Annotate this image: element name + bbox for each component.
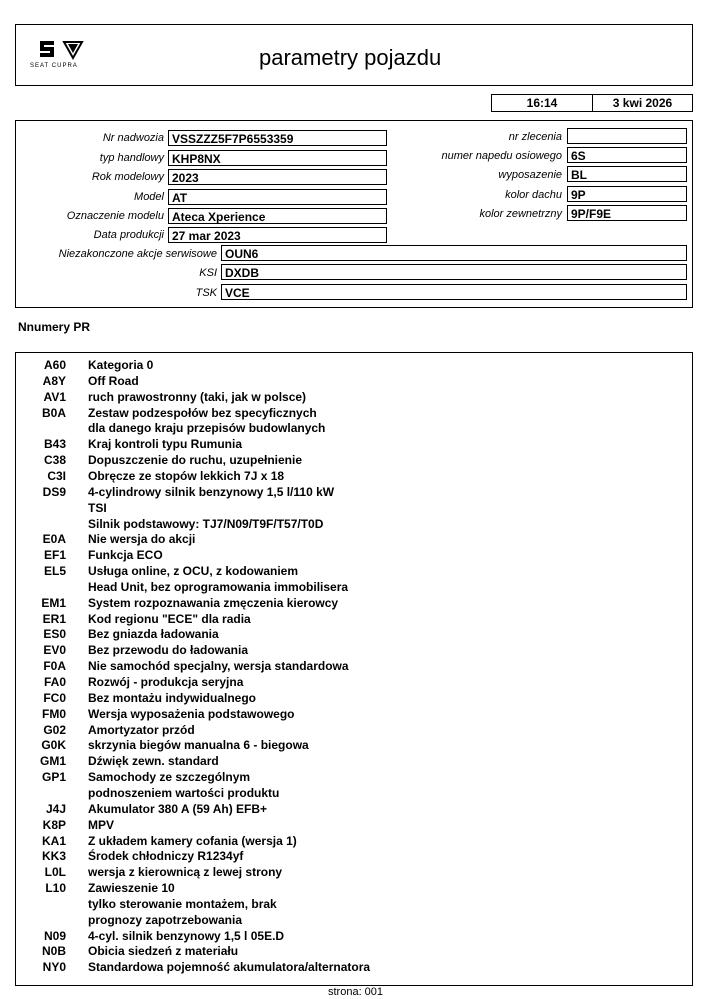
pr-code: L10 <box>45 881 66 896</box>
pr-row <box>16 848 692 864</box>
pr-row <box>16 405 692 421</box>
label-nr-nadwozia: Nr nadwozia <box>102 132 164 144</box>
pr-row <box>16 516 692 532</box>
pr-description: 4-cyl. silnik benzynowy 1,5 l 05E.D <box>88 928 285 943</box>
pr-description: Kod regionu "ECE" dla radia <box>88 611 251 626</box>
seat-cupra-logo <box>30 39 100 71</box>
pr-row <box>16 373 692 389</box>
pr-code: NY0 <box>42 960 66 975</box>
pr-code: DS9 <box>42 484 66 499</box>
pr-code: N0B <box>41 944 66 959</box>
pr-code: ER1 <box>42 611 66 626</box>
page-number: strona: 001 <box>328 986 384 998</box>
pr-code: B0A <box>41 405 66 420</box>
pr-description: TSI <box>88 500 107 515</box>
pr-description: Funkcja ECO <box>88 548 163 563</box>
value-ksi: DXDB <box>221 264 687 280</box>
pr-row <box>16 959 692 975</box>
pr-description: prognozy zapotrzebowania <box>88 912 243 927</box>
pr-description: Zawieszenie 10 <box>88 881 175 896</box>
pr-row <box>16 579 692 595</box>
pr-row <box>16 833 692 849</box>
pr-description: Bez gniazda ładowania <box>88 627 219 642</box>
pr-code: G02 <box>43 722 66 737</box>
pr-description: MPV <box>88 817 115 832</box>
pr-row <box>16 658 692 674</box>
pr-row <box>16 912 692 928</box>
pr-row <box>16 626 692 642</box>
pr-row <box>16 484 692 500</box>
pr-description: dla danego kraju przepisów budowlanych <box>88 421 326 436</box>
label-model: Model <box>134 191 164 203</box>
pr-description: Nie samochód specjalny, wersja standardowa <box>88 659 349 674</box>
brand-text: SEAT CUPRA <box>30 63 78 69</box>
pr-code: ES0 <box>43 627 66 642</box>
pr-row <box>16 801 692 817</box>
pr-row <box>16 420 692 436</box>
pr-row <box>16 943 692 959</box>
value-typ-handlowy: KHP8NX <box>168 150 387 166</box>
label-oznaczenie-modelu: Oznaczenie modelu <box>66 210 164 222</box>
pr-code: GP1 <box>41 770 66 785</box>
pr-description: Dźwięk zewn. standard <box>88 754 219 769</box>
pr-row <box>16 611 692 627</box>
pr-description: podnoszeniem wartości produktu <box>88 785 280 800</box>
pr-code: FC0 <box>43 690 66 705</box>
pr-description: Akumulator 380 A (59 Ah) EFB+ <box>88 801 268 816</box>
pr-description: Standardowa pojemność akumulatora/alternatora <box>88 960 371 975</box>
pr-row <box>16 785 692 801</box>
value-model: AT <box>168 189 387 205</box>
pr-code: L0L <box>44 865 66 880</box>
print-date: 3 kwi 2026 <box>612 96 673 110</box>
pr-description: Dopuszczenie do ruchu, uzupełnienie <box>88 453 303 468</box>
pr-description: wersja z kierownicą z lewej strony <box>88 865 283 880</box>
value-nr-zlecenia <box>567 128 687 144</box>
pr-code: GM1 <box>39 754 66 769</box>
pr-description: Off Road <box>88 373 139 388</box>
pr-row <box>16 674 692 690</box>
vehicle-params-box <box>15 120 693 308</box>
pr-row <box>16 896 692 912</box>
pr-row <box>16 500 692 516</box>
pr-row <box>16 864 692 880</box>
pr-description: ruch prawostronny (taki, jak w polsce) <box>88 389 307 404</box>
pr-code: EF1 <box>43 548 66 563</box>
pr-description: Z układem kamery cofania (wersja 1) <box>88 833 297 848</box>
pr-description: skrzynia biegów manualna 6 - biegowa <box>88 738 309 753</box>
pr-row <box>16 452 692 468</box>
pr-description: Środek chłodniczy R1234yf <box>88 849 244 864</box>
pr-row <box>16 928 692 944</box>
label-numer-napedu: numer napedu osiowego <box>441 150 562 162</box>
pr-row <box>16 436 692 452</box>
pr-code: J4J <box>45 801 66 816</box>
pr-row <box>16 595 692 611</box>
pr-code: B43 <box>43 437 66 452</box>
pr-description: Kraj kontroli typu Rumunia <box>88 437 243 452</box>
value-rok-modelowy: 2023 <box>168 169 387 185</box>
pr-code: EV0 <box>43 643 66 658</box>
pr-row <box>16 468 692 484</box>
label-ksi: KSI <box>199 267 217 279</box>
pr-row <box>16 722 692 738</box>
pr-code: EM1 <box>41 595 66 610</box>
pr-list-box <box>15 352 693 986</box>
label-kolor-dachu: kolor dachu <box>505 189 562 201</box>
pr-row <box>16 737 692 753</box>
page-title: parametry pojazdu <box>259 45 442 70</box>
pr-code: G0K <box>41 738 66 753</box>
pr-code: K8P <box>42 817 66 832</box>
header-box <box>15 24 693 86</box>
value-wyposazenie: BL <box>567 166 687 182</box>
pr-row <box>16 547 692 563</box>
pr-row <box>16 531 692 547</box>
pr-description: Rozwój - produkcja seryjna <box>88 675 244 689</box>
label-akcje-serwisowe: Niezakonczone akcje serwisowe <box>58 248 217 260</box>
value-kolor-dachu: 9P <box>567 186 687 202</box>
pr-code: AV1 <box>43 389 66 404</box>
pr-row <box>16 563 692 579</box>
value-numer-napedu: 6S <box>567 147 687 163</box>
pr-code: F0A <box>43 659 66 674</box>
pr-description: Kategoria 0 <box>88 358 154 372</box>
value-data-produkcji: 27 mar 2023 <box>168 227 387 243</box>
pr-description: Silnik podstawowy: TJ7/N09/T9F/T57/T0D <box>88 516 324 531</box>
pr-code: A8Y <box>42 373 66 388</box>
label-typ-handlowy: typ handlowy <box>99 152 164 164</box>
pr-code: KA1 <box>41 833 66 848</box>
pr-description: Obręcze ze stopów lekkich 7J x 18 <box>88 468 285 483</box>
pr-row <box>16 706 692 722</box>
label-tsk: TSK <box>195 287 217 299</box>
pr-code: EL5 <box>43 564 66 579</box>
print-time: 16:14 <box>492 95 593 111</box>
value-kolor-zewnetrzny: 9P/F9E <box>567 205 687 221</box>
pr-code: KK3 <box>41 849 66 864</box>
pr-code: A60 <box>43 358 66 372</box>
pr-code: C3I <box>47 468 66 483</box>
pr-code: C38 <box>43 453 66 468</box>
label-rok-modelowy: Rok modelowy <box>91 171 164 183</box>
pr-row <box>16 753 692 769</box>
pr-description: Bez przewodu do ładowania <box>88 643 249 658</box>
pr-code: FA0 <box>43 675 66 689</box>
pr-row <box>16 769 692 785</box>
date-bar <box>491 94 693 112</box>
value-oznaczenie-modelu: Ateca Xperience <box>168 208 387 224</box>
pr-row <box>16 880 692 896</box>
pr-row <box>16 817 692 833</box>
pr-description: Bez montażu indywidualnego <box>88 690 257 705</box>
pr-description: Nie wersja do akcji <box>88 532 196 547</box>
pr-description: Obicia siedzeń z materiału <box>88 944 239 959</box>
section-title-pr: Nnumery PR <box>18 320 91 334</box>
pr-description: 4-cylindrowy silnik benzynowy 1,5 l/110 kW <box>88 484 335 499</box>
pr-description: Amortyzator przód <box>88 722 195 737</box>
label-wyposazenie: wyposazenie <box>498 169 562 181</box>
value-tsk: VCE <box>221 284 687 300</box>
pr-row <box>16 642 692 658</box>
label-data-produkcji: Data produkcji <box>93 229 164 241</box>
pr-code: E0A <box>42 532 66 547</box>
label-nr-zlecenia: nr zlecenia <box>508 131 562 143</box>
pr-description: Samochody ze szczególnym <box>88 770 251 785</box>
pr-description: tylko sterowanie montażem, brak <box>88 896 277 911</box>
pr-description: Usługa online, z OCU, z kodowaniem <box>88 564 299 579</box>
pr-row <box>16 690 692 706</box>
label-kolor-zewnetrzny: kolor zewnetrzny <box>479 208 562 220</box>
value-akcje-serwisowe: OUN6 <box>221 245 687 261</box>
value-nr-nadwozia: VSSZZZ5F7P6553359 <box>168 130 387 146</box>
pr-description: System rozpoznawania zmęczenia kierowcy <box>88 595 339 610</box>
pr-code: FM0 <box>42 706 66 721</box>
pr-description: Head Unit, bez oprogramowania immobilisera <box>88 579 349 594</box>
pr-code: N09 <box>43 928 66 943</box>
pr-row <box>16 357 692 373</box>
pr-description: Wersja wyposażenia podstawowego <box>88 706 295 721</box>
pr-row <box>16 389 692 405</box>
pr-description: Zestaw podzespołów bez specyficznych <box>88 405 317 420</box>
